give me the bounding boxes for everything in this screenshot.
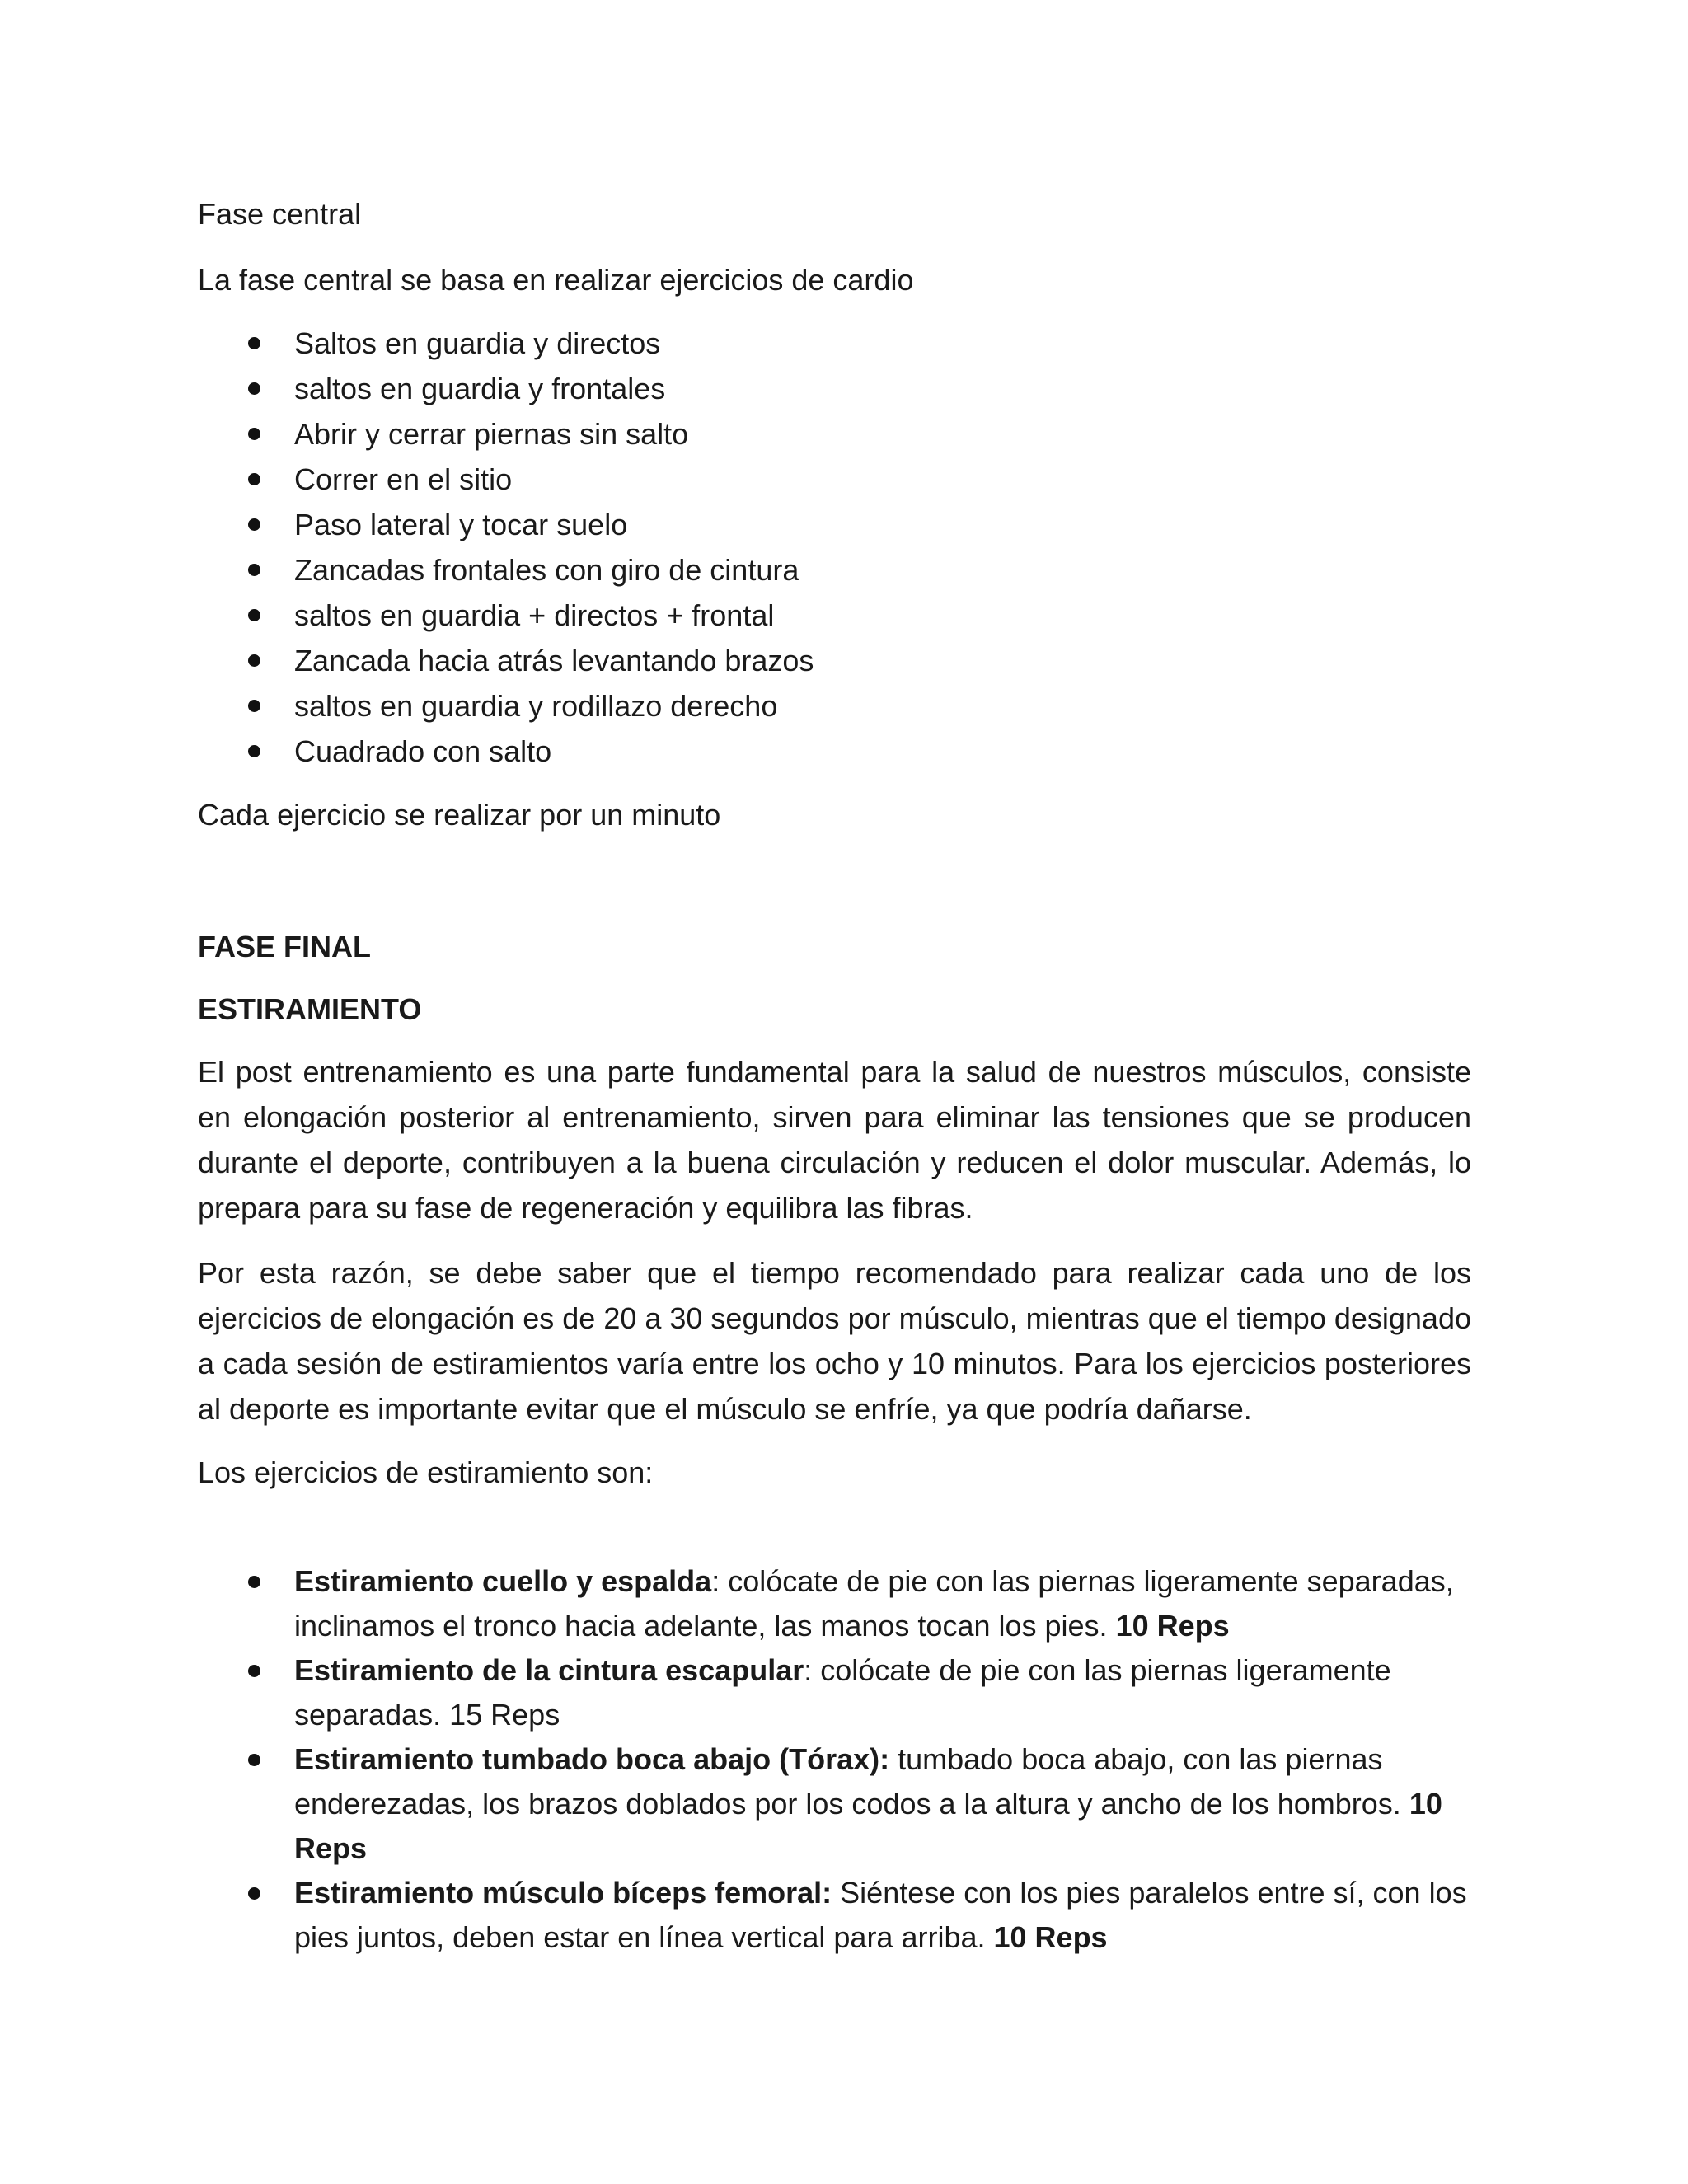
- list-item: [198, 683, 1471, 729]
- bullet-icon: [248, 1665, 260, 1677]
- cardio-intro: La fase central se basa en realizar ejercicios de cardio: [198, 263, 914, 297]
- stretch-name: Estiramiento músculo bíceps femoral:: [294, 1876, 832, 1910]
- bullet-icon: [248, 654, 260, 667]
- list-item-text: Zancada hacia atrás levantando brazos: [294, 644, 814, 677]
- list-item-text: Zancadas frontales con giro de cintura: [294, 553, 799, 587]
- cardio-duration-note: Cada ejercicio se realizar por un minuto: [198, 798, 721, 832]
- stretch-description: : colócate de pie con las piernas ligeramente separadas, inclinamos el tronco hacia adelante, las manos tocan los pies.: [294, 1564, 1454, 1643]
- bullet-icon: [248, 564, 260, 576]
- list-item-text: Paso lateral y tocar suelo: [294, 508, 628, 541]
- section-title-fase-final: FASE FINAL: [198, 930, 372, 963]
- cardio-exercise-list: [198, 321, 1471, 774]
- list-item-text: saltos en guardia y frontales: [294, 372, 666, 405]
- list-item-text: Correr en el sitio: [294, 462, 513, 496]
- stretch-exercise-list: [198, 1559, 1471, 1960]
- bullet-icon: [248, 337, 260, 349]
- bullet-icon: [248, 1576, 260, 1588]
- stretch-reps: 10 Reps: [1115, 1609, 1230, 1643]
- bullet-icon: [248, 700, 260, 712]
- section-title-fase-central: Fase central: [198, 197, 362, 231]
- list-item: [198, 638, 1471, 683]
- stretch-name: Estiramiento tumbado boca abajo (Tórax):: [294, 1742, 890, 1776]
- stretch-description: : colócate de pie con las piernas ligeramente separadas. 15 Reps: [294, 1653, 1391, 1732]
- list-item: [198, 593, 1471, 638]
- stretch-description: Siéntese con los pies paralelos entre sí, con los pies juntos, deben estar en línea vertical para arriba.: [294, 1876, 1467, 1954]
- stretch-list-intro: Los ejercicios de estiramiento son:: [198, 1455, 654, 1489]
- stretch-name: Estiramiento cuello y espalda: [294, 1564, 712, 1598]
- list-item: [198, 321, 1471, 366]
- bullet-icon: [248, 428, 260, 440]
- list-item-text: saltos en guardia y rodillazo derecho: [294, 689, 778, 723]
- stretch-description: tumbado boca abajo, con las piernas enderezadas, los brazos doblados por los codos a la altura y ancho de los hombros.: [294, 1742, 1409, 1821]
- stretch-reps: 10 Reps: [993, 1920, 1108, 1954]
- bullet-icon: [248, 382, 260, 395]
- list-item: [198, 547, 1471, 593]
- list-item: [198, 1871, 1471, 1960]
- list-item-text: Cuadrado con salto: [294, 734, 552, 768]
- paragraph-post-training: El post entrenamiento es una parte fundamental para la salud de nuestros músculos, consiste en elongación posterior al entrenamiento, sirven para eliminar las tensiones que se producen durante el deporte, contribuyen a la buena circulación y reducen el dolor muscular. Además, lo prepara para su fase de regeneración y equilibra las fibras.: [198, 1055, 1471, 1225]
- list-item: [198, 1648, 1471, 1737]
- list-item: [198, 366, 1471, 411]
- list-item-text: Abrir y cerrar piernas sin salto: [294, 417, 689, 451]
- stretch-name: Estiramiento de la cintura escapular: [294, 1653, 804, 1687]
- document-body: [198, 191, 1471, 1960]
- list-item-text: saltos en guardia + directos + frontal: [294, 598, 775, 632]
- list-item: [198, 457, 1471, 502]
- bullet-icon: [248, 745, 260, 757]
- list-item: [198, 502, 1471, 547]
- stretch-reps: 10 Reps: [294, 1787, 1442, 1865]
- section-subtitle-estiramiento: ESTIRAMIENTO: [198, 992, 422, 1026]
- bullet-icon: [248, 473, 260, 485]
- list-item-text: Saltos en guardia y directos: [294, 326, 661, 360]
- bullet-icon: [248, 609, 260, 621]
- list-item: [198, 729, 1471, 774]
- bullet-icon: [248, 1887, 260, 1900]
- bullet-icon: [248, 1754, 260, 1766]
- list-item: [198, 411, 1471, 457]
- list-item: [198, 1737, 1471, 1871]
- list-item: [198, 1559, 1471, 1648]
- bullet-icon: [248, 518, 260, 531]
- paragraph-recommended-time: Por esta razón, se debe saber que el tiempo recomendado para realizar cada uno de los ejercicios de elongación es de 20 a 30 segundos por músculo, mientras que el tiempo designado a cada sesión de estiramientos varía entre los ocho y 10 minutos. Para los ejercicios posteriores al deporte es importante evitar que el músculo se enfríe, ya que podría dañarse.: [198, 1256, 1471, 1426]
